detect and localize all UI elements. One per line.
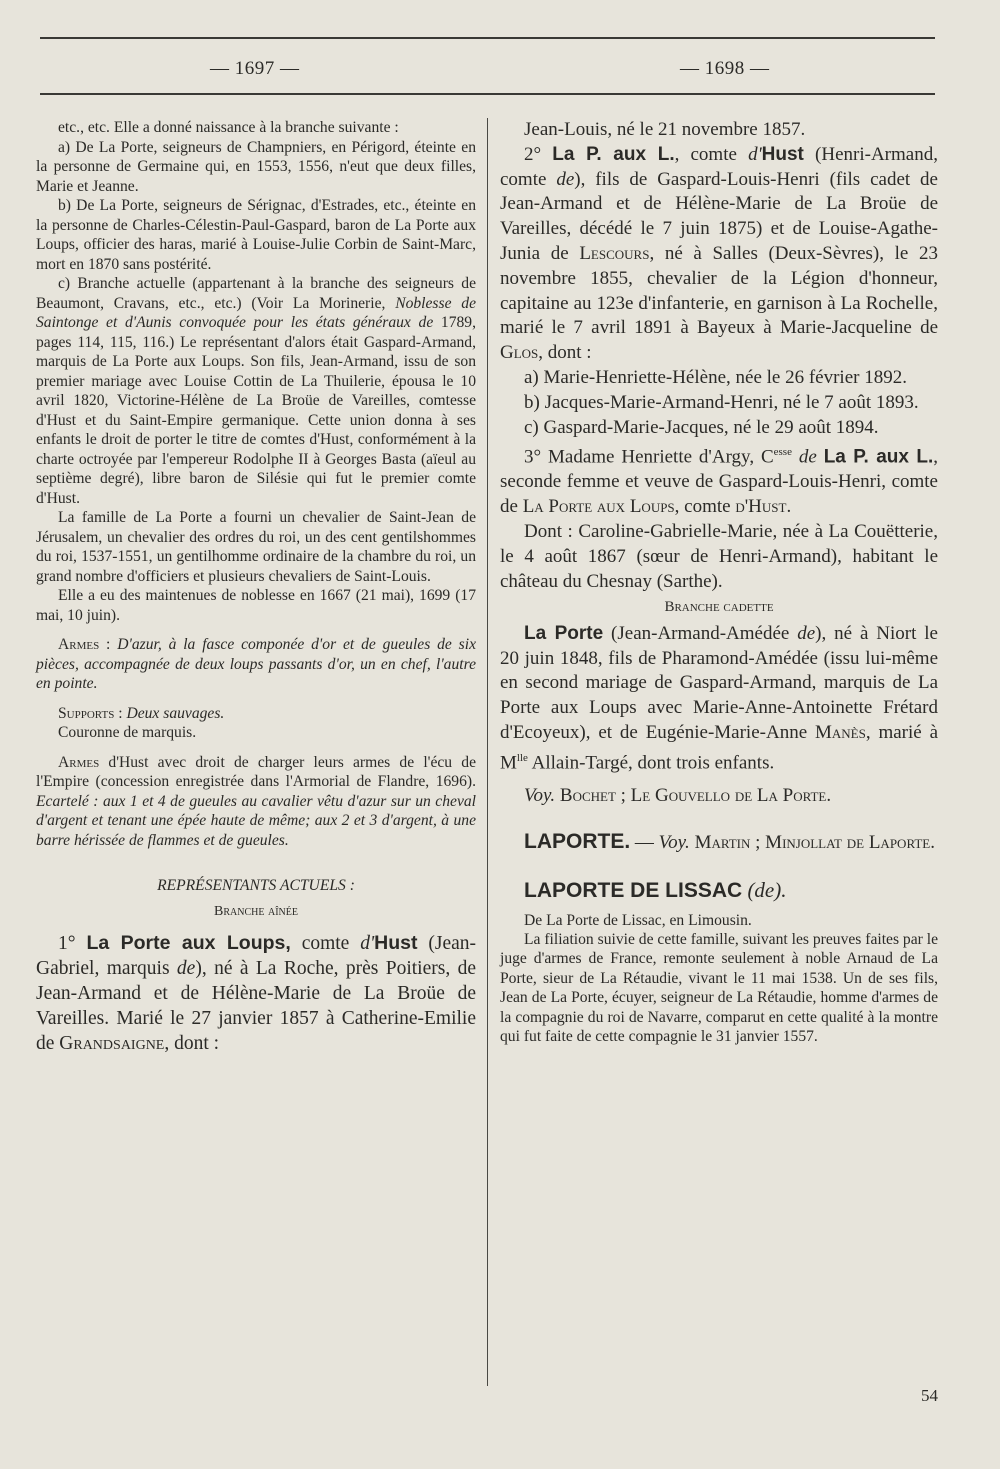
- text-span: c) Branche actuelle (appartenant à la branche des seigneurs de Beaumont, Cravans, etc., etc.) (Voir La Morinerie,: [36, 275, 476, 312]
- text-span: :: [99, 636, 118, 653]
- entry-heading: LAPORTE DE LISSAC: [524, 878, 743, 902]
- text-span: , comte: [674, 143, 749, 165]
- text-span: de: [797, 622, 816, 644]
- text-span: 2°: [524, 143, 553, 165]
- supports-text: Deux sauvages.: [126, 704, 225, 722]
- text-span: d': [360, 933, 375, 954]
- entry-laporte: [500, 829, 938, 855]
- text-span: Voy.: [524, 784, 556, 806]
- text-span: (Jean-Armand-Amédée: [603, 622, 798, 644]
- representants-title: REPRÉSENTANTS ACTUELS :: [157, 877, 355, 894]
- text-span: , seconde femme et veuve de Gaspard-Louis-Henri, comte de: [500, 446, 938, 518]
- supports-paragraph: [36, 704, 476, 724]
- text-span: ), fils de Gaspard-Louis-Henri (fils cadet de Jean-Armand et de Hélène-Marie de La Broüe de Vareilles, décédé le 7 juin 1875) et de Louise-Agathe-Junia de: [500, 168, 938, 264]
- text-span: 3° Madame Henriette d'Argy, C: [524, 446, 774, 468]
- surname: Lescours: [579, 242, 650, 264]
- armes-paragraph: [36, 635, 476, 694]
- text-span: , dont :: [538, 342, 592, 364]
- surname: Glos: [500, 342, 539, 364]
- child-entry: b) Jacques-Marie-Armand-Henri, né le 7 août 1893.: [524, 391, 919, 413]
- surname: d'Hust: [735, 496, 787, 518]
- text-span: Voy.: [658, 831, 690, 853]
- right-column: [500, 118, 938, 1046]
- page-number-right: — 1698 —: [680, 58, 770, 79]
- text-span: d': [748, 143, 762, 165]
- paragraph: La famille de La Porte a fourni un chevalier de Saint-Jean de Jérusalem, un chevalier des ordres du roi, un des cent gentilshommes du roi, 1537-1551, un gentilhomme ordinaire de la chambre du roi, un grand nombre d'officiers et plusieurs chevaliers de Saint-Louis.: [36, 509, 476, 585]
- text-span: , né à Salles (Deux-Sèvres), le 23 novembre 1855, chevalier de la Légion d'honneur, capitaine au 123e d'infanterie, en garnison à La Rochelle, marié le 7 avril 1891 à Bayeux à Marie-Jacqueline de: [500, 242, 938, 339]
- person-name: La P. aux L.: [823, 446, 934, 468]
- paragraph: b) De La Porte, seigneurs de Sérignac, d'Estrades, etc., éteinte en la personne de Charles-Célestin-Paul-Gaspard, baron de La Porte aux Loups, officier des haras, marié à Louise-Julie Corbin de Saint-Marc, mort en 1870 sans postérité.: [36, 197, 476, 273]
- column-divider: [487, 118, 488, 1386]
- surname: Manès: [815, 722, 866, 744]
- paragraph: Jean-Louis, né le 21 novembre 1857.: [524, 119, 806, 140]
- armes-label: Armes: [58, 636, 100, 653]
- entry-lissac-heading: [500, 877, 938, 905]
- paragraph: La filiation suivie de cette famille, suivant les preuves faites par le juge d'armes de France, remonte seulement à noble Arnaud de La Porte, sieur de La Rétaudie, vivant le 11 mai 1538. Un de ses fils, Jean de La Porte, écuyer, seigneur de La Rétaudie, homme d'armes de la compagnie du roi de Navarre, comparut en cette qualité à la montre qui fut faite de cette compagnie le 31 janvier 1557.: [500, 930, 938, 1046]
- text-span: 1789, pages 114, 115, 116.) Le représentant d'alors était Gaspard-Armand, marquis de La Porte aux Loups. Son fils, Jean-Armand, issu de son premier mariage avec Louise Cottin de La Thuilerie, épousa le 10 avril 1820, Victorine-Hélène de La Broüe de Vareilles, comtesse d'Hust et du Saint-Empire germanique. Cette union donna à ses enfants le droit de porter le titre de comtes d'Hust, conformément à la charte octroyée par l'empereur Rodolphe II à Georges Basta (aïeul au septième degré), libre baron de Silésie qui fut le premier comte d'Hust.: [36, 314, 477, 507]
- section-title: [36, 876, 476, 896]
- text-span: (Jean-Gabriel, marquis: [36, 933, 476, 979]
- supports-label: Supports: [58, 704, 115, 722]
- text-span: , comte: [674, 496, 736, 518]
- text-span: —: [630, 831, 659, 853]
- armes-blazon: D'azur, à la fasce componée d'or et de gueules de six pièces, accompagnée de deux loups passants d'or, un en chef, l'autre en pointe.: [36, 636, 476, 692]
- text-span: (Henri-Armand, comte: [500, 143, 938, 190]
- surname: Grandsaigne: [59, 1033, 165, 1054]
- text-span: de: [556, 168, 575, 190]
- hust-armes-paragraph: [36, 753, 476, 851]
- folio-number: 54: [921, 1386, 938, 1405]
- couronne-paragraph: Couronne de marquis.: [58, 724, 197, 741]
- text-span: (de).: [742, 877, 787, 902]
- paragraph: [36, 274, 476, 508]
- text-span: :: [114, 704, 127, 722]
- cross-reference: [500, 784, 938, 809]
- text-span: de: [791, 446, 824, 468]
- text-span: Martin ; Minjollat de Laporte.: [689, 831, 935, 853]
- paragraph: Elle a eu des maintenues de noblesse en 1667 (21 mai), 1699 (17 mai, 10 juin).: [36, 587, 476, 624]
- text-span: ), né à Niort le 20 juin 1848, fils de Pharamond-Amédée (issu lui-même en second mariage de Gaspard-Armand, marquis de La Porte aux Loups avec Marie-Anne-Antoinette Frétard d'Ecoyeux), et de Eugénie-Marie-Anne: [500, 622, 938, 744]
- book-title: Noblesse de Saintonge et d'Aunis convoquée pour les états généraux de: [36, 294, 476, 331]
- surname: La Porte aux Loups: [522, 496, 675, 518]
- text-span: .: [786, 496, 792, 518]
- paragraph: etc., etc. Elle a donné naissance à la branche suivante :: [58, 119, 399, 136]
- title-name: Hust: [761, 143, 804, 165]
- child-entry: a) Marie-Henriette-Hélène, née le 26 février 1892.: [524, 366, 907, 388]
- text-span: de: [176, 958, 196, 979]
- person-name: La P. aux L.: [552, 143, 675, 165]
- page-number-left: — 1697 —: [210, 58, 300, 79]
- hust-blazon: Ecartelé : aux 1 et 4 de gueules au cavalier vêtu d'azur sur un cheval d'argent et tenant une épée haute de même; aux 2 et 3 d'argent, à une barre hérissée de flammes et de gueules.: [36, 792, 476, 849]
- person-name: La Porte aux Loups,: [86, 932, 291, 954]
- person-name: La Porte: [524, 622, 604, 644]
- branch-heading: Branche cadette: [664, 599, 774, 616]
- representative-entry: [36, 931, 476, 1056]
- text-span: Allain-Targé, dont trois enfants.: [527, 752, 775, 774]
- entry-heading: LAPORTE.: [524, 829, 631, 853]
- paragraph: Dont : Caroline-Gabrielle-Marie, née à La Couëtterie, le 4 août 1867 (sœur de Henri-Armand), habitant le château du Chesnay (Sarthe).: [500, 521, 938, 592]
- branch-heading: Branche aînée: [214, 903, 298, 919]
- text-span: Bochet ; Le Gouvello de La Porte.: [555, 784, 832, 806]
- text-span: , dont :: [164, 1033, 220, 1054]
- armes-label: Armes: [58, 753, 100, 771]
- text-span: ), né à La Roche, près Poitiers, de Jean-Armand et de Hélène-Marie de La Broüe de Vareilles. Marié le 27 janvier 1857 à Catherine-Emilie de: [36, 958, 476, 1054]
- top-rule: [40, 37, 935, 39]
- representative-entry: [500, 440, 938, 520]
- text-span: esse: [773, 446, 792, 459]
- paragraph: De La Porte de Lissac, en Limousin.: [524, 911, 752, 929]
- text-span: comte: [290, 933, 361, 954]
- text-span: lle: [516, 751, 528, 764]
- child-entry: c) Gaspard-Marie-Jacques, né le 29 août 1894.: [524, 416, 879, 438]
- representative-entry: [500, 143, 938, 366]
- title-name: Hust: [374, 932, 418, 954]
- representative-entry: [500, 622, 938, 776]
- text-span: 1°: [58, 933, 87, 954]
- text-span: , marié à M: [500, 722, 939, 774]
- header-rule: [40, 93, 935, 95]
- text-span: d'Hust avec droit de charger leurs armes de l'écu de l'Empire (concession enregistrée dans l'Armorial de Flandre, 1696).: [36, 753, 476, 790]
- left-column: [36, 118, 476, 1056]
- paragraph: a) De La Porte, seigneurs de Champniers, en Périgord, éteinte en la personne de Germaine qui, en 1553, 1556, n'eut que deux filles, Marie et Jeanne.: [36, 138, 476, 195]
